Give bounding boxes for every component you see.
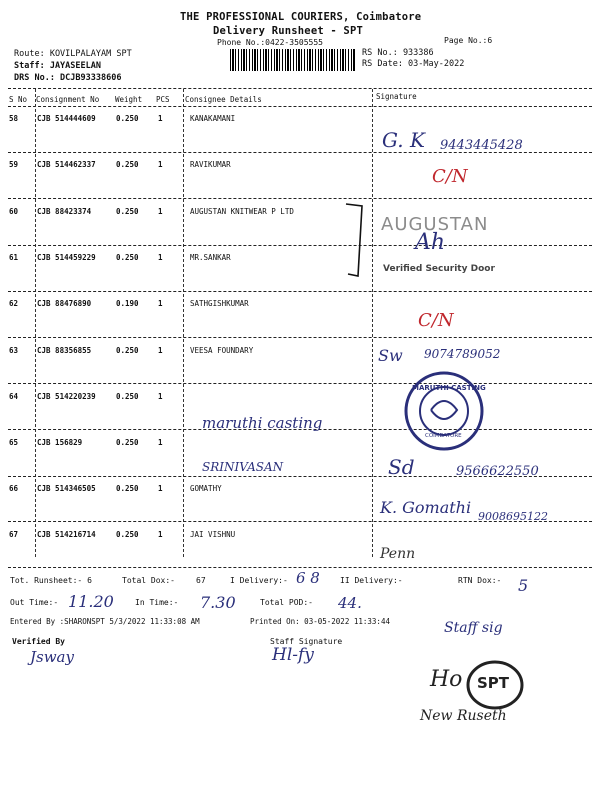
verified-by-label: Verified By — [12, 637, 65, 646]
i-delivery-value: 6 8 — [296, 569, 320, 587]
row-weight: 0.250 — [116, 114, 139, 123]
row-consignment: CJB 88356855 — [37, 346, 92, 355]
row-consignment: CJB 88423374 — [37, 207, 92, 216]
signature-srinivasan: Sd — [388, 455, 415, 479]
row-consignee: JAI VISHNU — [190, 530, 236, 539]
entered-by: Entered By :SHARONSPT 5/3/2022 11:33:08 AM — [10, 617, 200, 626]
row-consignee: KANAKAMANI — [190, 114, 236, 123]
row-sno: 64 — [9, 392, 19, 401]
row-rule — [8, 567, 592, 568]
row-pcs: 1 — [158, 438, 163, 447]
rs-date: RS Date: 03-May-2022 — [362, 59, 465, 69]
seal-text: MARUTHI CASTING — [412, 384, 486, 392]
col-divider — [35, 89, 36, 557]
seal-city: COIMBATORE — [425, 433, 462, 439]
row-consignment: CJB 514444609 — [37, 114, 96, 123]
col-weight: Weight — [115, 95, 143, 104]
staff-signature-label: Staff Signature — [270, 637, 343, 646]
row-consignment: CJB 156829 — [37, 438, 83, 447]
row-consignment: CJB 514459229 — [37, 253, 96, 262]
ii-delivery-label: II Delivery:- — [340, 576, 403, 585]
row-weight: 0.190 — [116, 299, 139, 308]
row-pcs: 1 — [158, 160, 163, 169]
row-weight: 0.250 — [116, 392, 139, 401]
barcode — [230, 49, 355, 71]
row-rule — [8, 337, 592, 338]
spt-seal-text: SPT — [477, 674, 510, 692]
row-consignee: SATHGISHKUMAR — [190, 299, 249, 308]
col-consignee: Consignee Details — [185, 95, 262, 104]
verifier-signature: Jsway — [30, 648, 74, 666]
manager-signature: Ho — [430, 667, 463, 692]
total-pod-value: 44. — [338, 594, 362, 612]
handwritten-phone: 9008695122 — [478, 510, 548, 523]
row-weight: 0.250 — [116, 253, 139, 262]
in-time-value: 7.30 — [200, 593, 236, 612]
out-time-value: 11.20 — [68, 592, 114, 611]
row-consignee: AUGUSTAN KNITWEAR P LTD — [190, 207, 294, 216]
row-sno: 59 — [9, 160, 19, 169]
row-consignment: CJB 514216714 — [37, 530, 96, 539]
row-pcs: 1 — [158, 114, 163, 123]
col-pcs: PCS — [156, 95, 170, 104]
tot-runsheet: Tot. Runsheet:- 6 — [10, 576, 92, 585]
total-dox-label: Total Dox:- — [122, 576, 175, 585]
augustan-stamp: AUGUSTAN — [381, 214, 489, 235]
page-number: Page No.:6 — [444, 36, 493, 45]
verified-security-stamp: Verified Security Door — [383, 264, 495, 274]
row-weight: 0.250 — [116, 207, 139, 216]
col-sno: S No — [9, 95, 28, 104]
row-sno: 65 — [9, 438, 19, 447]
row-weight: 0.250 — [116, 346, 139, 355]
route: Route: KOVILPALAYAM SPT — [14, 49, 132, 59]
header-top-rule — [8, 88, 592, 89]
row-sno: 66 — [9, 484, 19, 493]
row-sno: 61 — [9, 253, 19, 262]
row-sno: 58 — [9, 114, 19, 123]
company-seal — [403, 370, 485, 452]
row-pcs: 1 — [158, 484, 163, 493]
row-sno: 62 — [9, 299, 19, 308]
runsheet-subtitle: Delivery Runsheet - SPT — [213, 25, 363, 37]
out-time-label: Out Time:- — [10, 598, 59, 607]
handwritten-consignee: SRINIVASAN — [202, 460, 284, 474]
staff: Staff: JAYASEELAN — [14, 61, 101, 71]
row-consignee: VEESA FOUNDARY — [190, 346, 254, 355]
signature-augustan: Ah — [415, 230, 446, 255]
i-delivery-label: I Delivery:- — [230, 576, 288, 585]
row-consignment: CJB 88476890 — [37, 299, 92, 308]
row-pcs: 1 — [158, 530, 163, 539]
company-title: THE PROFESSIONAL COURIERS, Coimbatore — [180, 11, 422, 23]
in-time-label: In Time:- — [135, 598, 179, 607]
row-consignment: CJB 514346505 — [37, 484, 96, 493]
total-pod-label: Total POD:- — [260, 598, 313, 607]
rtn-dox-label: RTN Dox:- — [458, 576, 502, 585]
col-consignment: Consignment No — [36, 95, 100, 104]
row-rule — [8, 245, 592, 246]
staff-signature: Hl-fy — [272, 645, 314, 665]
row-weight: 0.250 — [116, 160, 139, 169]
row-pcs: 1 — [158, 253, 163, 262]
drs-number: DRS No.: DCJB93338606 — [14, 73, 122, 83]
row-pcs: 1 — [158, 346, 163, 355]
cn-mark: C/N — [418, 310, 454, 331]
row-sno: 60 — [9, 207, 19, 216]
row-pcs: 1 — [158, 299, 163, 308]
header-bottom-rule — [8, 106, 592, 107]
bracket-mark — [344, 200, 366, 280]
handwritten-phone: 9443445428 — [440, 138, 523, 153]
row-rule — [8, 198, 592, 199]
handwritten-note: Staff sig — [444, 620, 503, 636]
col-divider — [183, 89, 184, 557]
signature-gomathi: K. Gomathi — [380, 498, 472, 517]
row-pcs: 1 — [158, 392, 163, 401]
row-sno: 67 — [9, 530, 19, 539]
row-rule — [8, 291, 592, 292]
handwritten-consignee: maruthi casting — [202, 414, 323, 432]
signature-kanakamani: G. K — [382, 128, 425, 152]
row-weight: 0.250 — [116, 438, 139, 447]
row-rule — [8, 383, 592, 384]
phone-number: Phone No.:0422-3505555 — [217, 38, 323, 47]
row-consignee: RAVIKUMAR — [190, 160, 231, 169]
rs-number: RS No.: 933386 — [362, 48, 434, 58]
total-dox-value: 67 — [196, 576, 206, 585]
signature-veesa: Sw — [378, 346, 403, 365]
manager-name-handwritten: New Ruseth — [420, 708, 507, 724]
row-consignee: MR.SANKAR — [190, 253, 231, 262]
handwritten-phone: 9566622550 — [456, 464, 539, 479]
col-divider — [372, 89, 373, 557]
row-consignment: CJB 514220239 — [37, 392, 96, 401]
row-consignee: GOMATHY — [190, 484, 222, 493]
row-pcs: 1 — [158, 207, 163, 216]
row-consignment: CJB 514462337 — [37, 160, 96, 169]
signature-jai-vishnu: Penn — [380, 546, 416, 562]
row-weight: 0.250 — [116, 530, 139, 539]
row-sno: 63 — [9, 346, 19, 355]
cn-mark: C/N — [432, 166, 468, 187]
row-weight: 0.250 — [116, 484, 139, 493]
rtn-dox-value: 5 — [518, 576, 529, 595]
printed-on: Printed On: 03-05-2022 11:33:44 — [250, 617, 390, 626]
col-signature: Signature — [376, 92, 417, 101]
handwritten-phone: 9074789052 — [424, 347, 501, 361]
